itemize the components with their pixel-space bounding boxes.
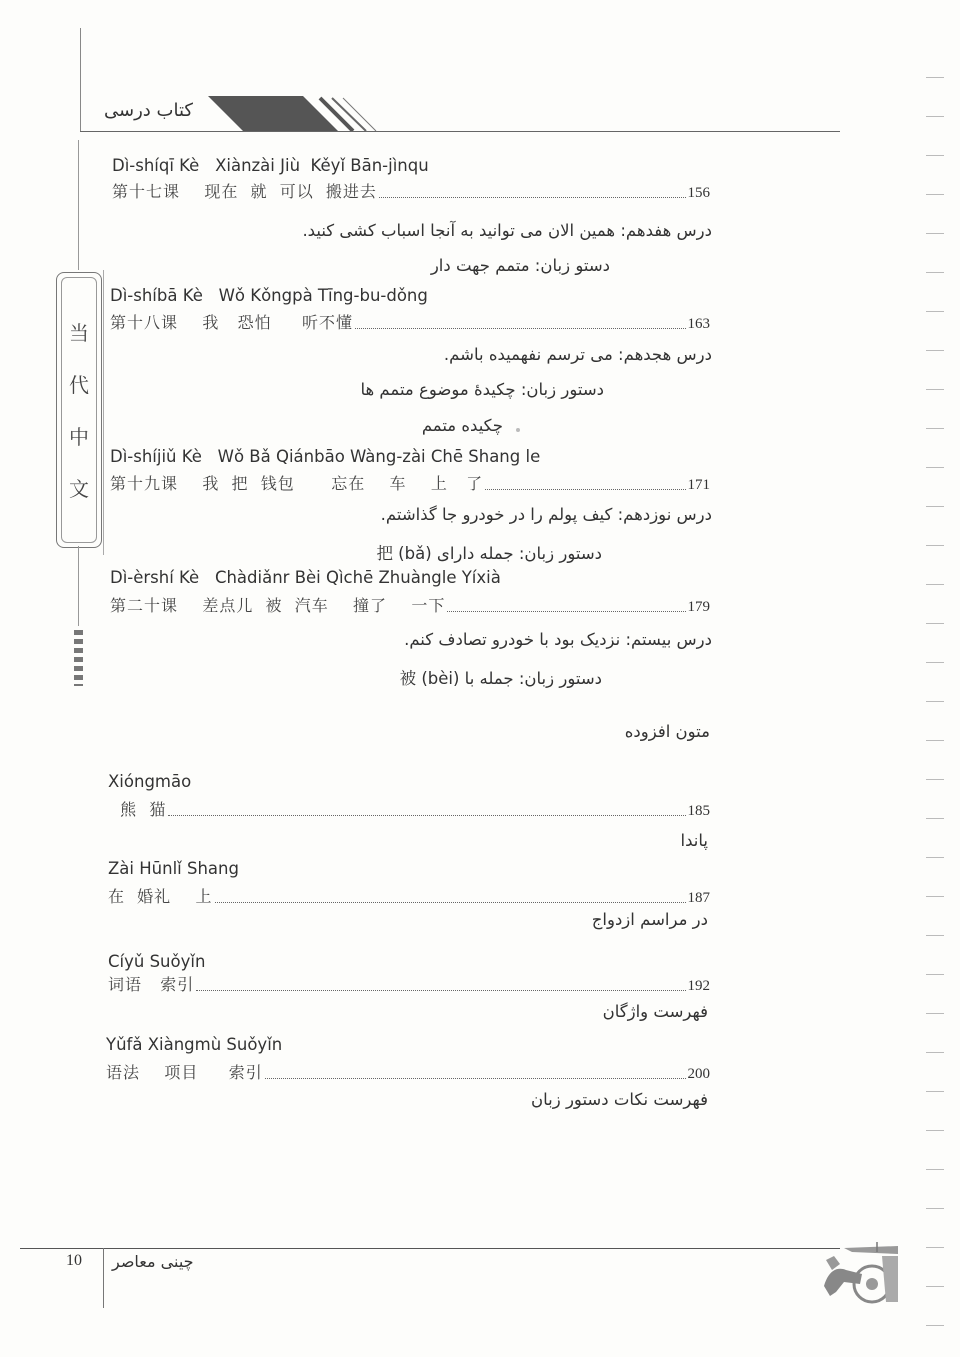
page-edge-marks [926, 40, 944, 1340]
toc-entry[interactable] [110, 474, 710, 494]
entry-persian: در مراسم ازدواج [591, 910, 708, 929]
chariot-illustration-icon [822, 1242, 900, 1306]
entry-chinese: 词语 索引 [108, 975, 195, 994]
dot-leader [379, 197, 686, 198]
lesson-chinese: 第十七课 现在 就 可以 搬进去 [112, 182, 377, 201]
entry-pinyin: Xióngmāo [108, 772, 192, 791]
footer-vertical-rule [103, 1248, 104, 1308]
entry-persian: فهرست واژگان [602, 1002, 708, 1021]
dot-leader [485, 489, 685, 490]
spine-char: 文 [69, 477, 89, 501]
page-number: 171 [687, 477, 710, 493]
lesson-persian-title: درس نوزدهم: کیف پولم را در خودرو جا گذاشتم. [380, 505, 712, 524]
spine-label [56, 272, 102, 548]
header-decorative-band-icon [208, 96, 378, 131]
entry-chinese: 语法 项目 索引 [106, 1063, 263, 1082]
lesson-persian-title: درس هفدهم: همین الان می توانید به آنجا اسباب کشی کنید. [302, 221, 712, 240]
lesson-chinese: 第二十课 差点儿 被 汽车 撞了 一下 [110, 596, 446, 615]
page-number: 163 [687, 316, 710, 332]
page-number: 187 [687, 890, 710, 906]
page-number: 192 [687, 978, 710, 994]
entry-persian: پاندا [680, 831, 708, 850]
spine-char: 代 [69, 373, 89, 397]
toc-entry[interactable] [106, 1063, 710, 1083]
lesson-grammar: دستور زبان: چکیدۀ موضوع متمم ها [360, 380, 604, 399]
header-rule [80, 131, 840, 132]
dot-leader [265, 1078, 686, 1079]
footer-book-title: چینی معاصر [112, 1252, 194, 1271]
bullet-icon [516, 428, 520, 432]
entry-pinyin: Cíyǔ Suǒyǐn [108, 952, 206, 971]
entry-persian: فهرست نکات دستور زبان [531, 1090, 708, 1109]
lesson-persian-title: درس بیستم: نزدیک بود با خودرو تصادف کنم. [404, 630, 712, 649]
toc-entry[interactable] [108, 800, 710, 820]
dot-leader [196, 990, 685, 991]
lesson-grammar: دستور زبان: جمله دارای (bǎ) 把 [376, 544, 602, 563]
page-number: 185 [687, 803, 710, 819]
dot-leader [168, 815, 685, 816]
toc-entry[interactable] [108, 975, 710, 995]
dot-leader [447, 611, 685, 612]
footer-page-number: 10 [66, 1252, 82, 1269]
entry-pinyin: Yǔfǎ Xiàngmù Suǒyǐn [106, 1035, 283, 1054]
lesson-pinyin: Dì-shíqī Kè Xiànzài Jiù Kěyǐ Bān-jìnqu [112, 156, 429, 175]
spine-char: 中 [69, 425, 89, 449]
lesson-chinese: 第十九课 我 把 钱包 忘在 车 上 了 [110, 474, 484, 493]
footer-rule [20, 1248, 840, 1249]
header-vertical-rule [80, 28, 81, 132]
header-title: کتاب درسی [104, 100, 193, 121]
supplementary-heading: متون افزوده [624, 722, 710, 741]
lesson-grammar: دستور زبان: جمله با (bèi) 被 [399, 669, 602, 688]
spine-line [78, 546, 79, 626]
lesson-pinyin: Dì-shíjiǔ Kè Wǒ Bǎ Qiánbāo Wàng-zài Chē Shang le [110, 447, 541, 466]
entry-pinyin: Zài Hūnlǐ Shang [108, 859, 239, 878]
lesson-persian-title: درس هجدهم: می ترسم نفهمیده باشم. [443, 345, 712, 364]
page-number: 156 [687, 185, 710, 201]
toc-entry[interactable] [110, 313, 710, 333]
page-number: 179 [687, 599, 710, 615]
lesson-grammar: دستو زبان: متمم جهت دار [430, 256, 610, 275]
toc-entry[interactable] [112, 182, 710, 202]
entry-chinese: 在 婚礼 上 [108, 887, 213, 906]
toc-entry[interactable] [108, 887, 710, 907]
lesson-grammar: چکیده متمم [421, 416, 503, 435]
toc-entry[interactable] [110, 596, 710, 616]
entry-chinese: 熊 猫 [108, 800, 167, 819]
content-vertical-rule [103, 270, 104, 555]
dot-leader [215, 902, 686, 903]
ornament-icon [74, 630, 83, 686]
lesson-pinyin: Dì-èrshí Kè Chàdiǎnr Bèi Qìchē Zhuàngle Yíxià [110, 568, 501, 587]
dot-leader [355, 328, 685, 329]
spine-char: 当 [69, 321, 89, 345]
lesson-chinese: 第十八课 我 恐怕 听不懂 [110, 313, 354, 332]
spine-line [78, 140, 79, 270]
page-number: 200 [687, 1066, 710, 1082]
lesson-pinyin: Dì-shíbā Kè Wǒ Kǒngpà Tīng-bu-dǒng [110, 286, 428, 305]
